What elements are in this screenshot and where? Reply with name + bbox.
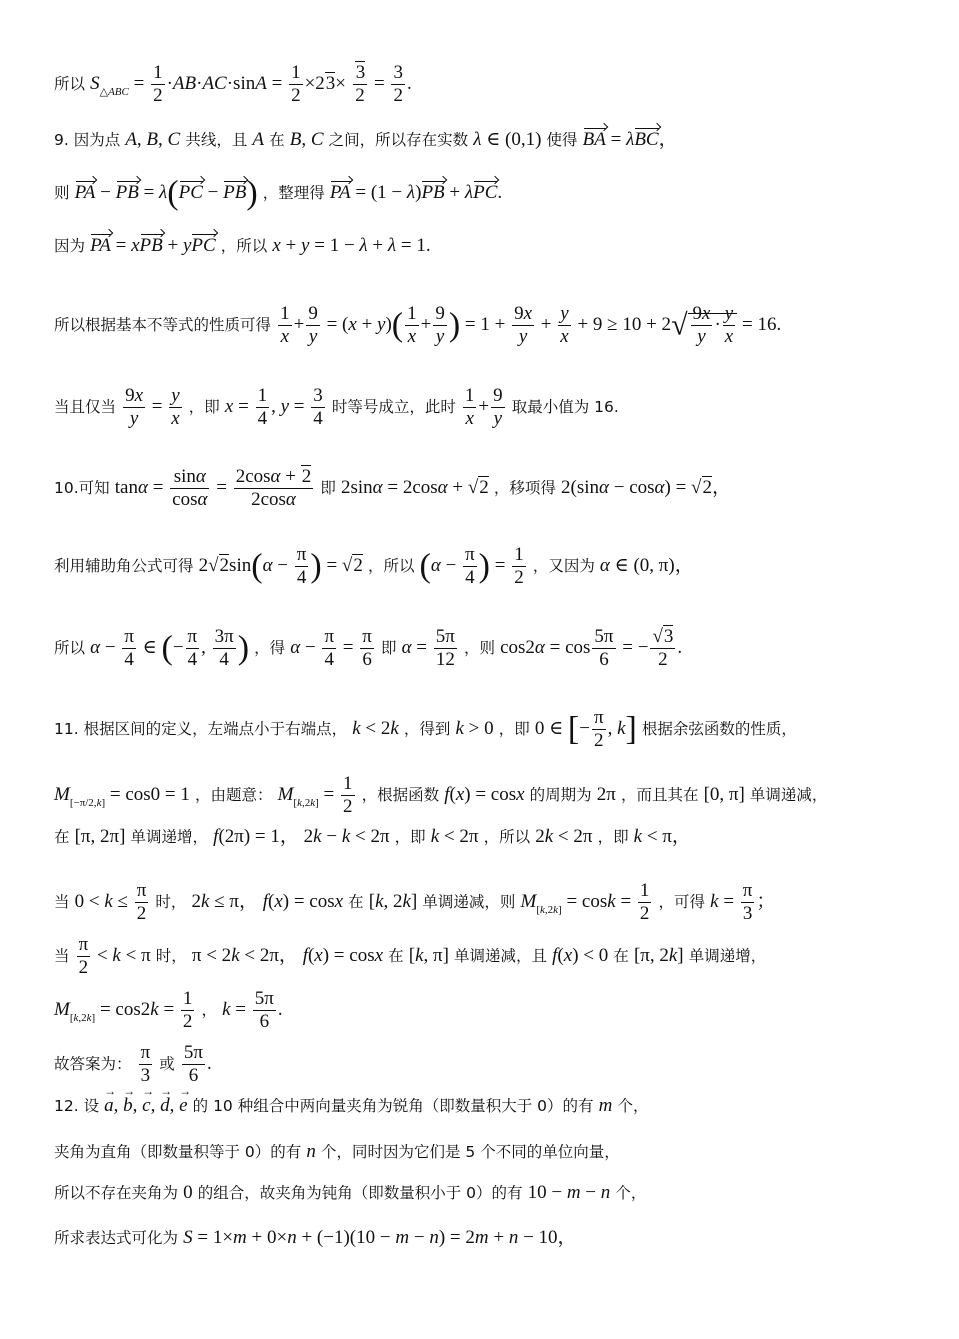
math: λ ∈ (0,1)	[473, 129, 542, 150]
text: ，所以	[483, 828, 531, 846]
text: 即	[380, 638, 397, 657]
line-18	[54, 1142, 620, 1162]
text: 单调递减，则	[422, 892, 516, 911]
text: 11. 根据区间的定义，左端点小于右端点，	[54, 719, 348, 738]
math: π < 2k < 2π， f(x) = cosx	[191, 944, 384, 966]
math: [π, 2π]	[74, 826, 126, 847]
text: 所求表达式可化为	[54, 1229, 179, 1247]
math: k < 2k	[352, 717, 399, 739]
text: ，即	[394, 828, 426, 846]
line-12	[54, 827, 691, 847]
text: 夹角为直角（即数量积等于 0）的有	[54, 1143, 302, 1161]
math: $M_{[k,2k]}$ = $\frac{1}{2}$	[277, 773, 353, 817]
text: ，得	[254, 638, 286, 657]
text: 在	[269, 131, 285, 149]
math: n	[306, 1141, 316, 1162]
text: 在	[613, 946, 629, 965]
line-20	[54, 1228, 577, 1248]
line-8	[54, 544, 694, 589]
text: 的周期为	[529, 785, 592, 804]
line-7	[54, 466, 731, 511]
text: ，所以	[220, 237, 268, 255]
math: $M_{[k,2k]} = \cos k$ = $\frac{1}{2}$	[520, 880, 650, 924]
line-3	[54, 174, 503, 212]
math: cos2α = cos $\frac{5\pi}{6}$ = − $\frac{√3}{2}$ .	[500, 626, 683, 670]
line-4	[54, 236, 431, 256]
math: k < π，	[633, 826, 691, 847]
math: f(x) = cosx	[444, 783, 525, 805]
math: $\frac{1}{x}$ + $\frac{9}{y}$	[464, 385, 503, 429]
math: x = $\frac{1}{4}$ , y = $\frac{3}{4}$	[224, 385, 323, 429]
text: ，所以	[367, 556, 415, 575]
text: 的组合，故夹角为钝角（即数量积小于 0）的有	[197, 1184, 523, 1202]
text: 使得	[546, 131, 578, 149]
text: 个，同时因为它们是 5 个不同的单位向量，	[320, 1143, 620, 1161]
math: PA = (1 − λ)PB + λPC.	[329, 182, 503, 203]
text: 单调递增，	[130, 828, 209, 846]
math: 2√2sin(α − $\frac{\pi}{4}$ ) = √2	[198, 544, 363, 588]
text: 当	[54, 892, 70, 911]
line-17	[54, 1096, 648, 1116]
math: tanα = $\frac{\sin\alpha}{\cos\alpha}$ = $\frac{2\cos\alpha + 2}{2\cos\alpha}$	[114, 466, 312, 510]
line-6	[54, 385, 619, 430]
text: ，整理得	[262, 184, 325, 202]
math: 0	[183, 1182, 193, 1203]
text: ，即	[498, 719, 530, 738]
text: 取最小值为 16.	[511, 397, 619, 416]
text: ，根据函数	[361, 785, 440, 804]
math: $\frac{\pi}{3}$	[140, 1042, 151, 1086]
line-13	[54, 880, 775, 925]
math: $M_{[k,2k]} = \cos 2k$ = $\frac{1}{2}$	[54, 988, 193, 1032]
math: 2k ≤ π， f(x) = cosx	[191, 890, 344, 912]
math: f(x) < 0	[552, 944, 609, 966]
text: 所以根据基本不等式的性质可得	[54, 315, 272, 334]
text: ，即	[188, 397, 220, 416]
math: 0 ∈ [− $\frac{\pi}{2}$ , k]	[534, 707, 637, 751]
text: 所以不存在夹角为	[54, 1184, 179, 1202]
math: (α − $\frac{\pi}{4}$ ) = $\frac{1}{2}$	[419, 544, 524, 588]
line-15	[54, 988, 283, 1033]
text: 所以	[54, 638, 86, 657]
math: 2(sinα − cosα) = √2，	[561, 476, 732, 498]
math: A, B, C	[125, 129, 181, 150]
math: [k, 2k]	[368, 890, 418, 912]
math: $\frac{\pi}{2}$ < k < π	[78, 934, 151, 978]
math: [0, π]	[703, 783, 745, 805]
text: 当	[54, 946, 70, 965]
math: PA = xPB + yPC	[90, 235, 216, 256]
math: $\frac{1}{x}$ + $\frac{9}{y}$ = (x + y)( $\frac{1}{x}$ + $\frac{9}{y}$ ) = 1 + $\frac{9x}{y}$ + $\frac{y}{x}$ + 9 ≥ 10 + 2√ $\frac{9x}{y}$ · $\frac{y}{x}$ = 16.	[280, 303, 782, 347]
text: 在	[54, 828, 70, 846]
text: 即	[320, 478, 336, 497]
text: 之间，所以存在实数	[328, 131, 469, 149]
math: S = 1×m + 0×n + (−1)(10 − m − n) = 2m + n − 10，	[183, 1227, 577, 1248]
text: 个，	[617, 1097, 649, 1115]
text: 时，	[155, 946, 187, 965]
math: a →, b →, c →, d →, e →	[104, 1095, 187, 1116]
math: B, C	[289, 129, 324, 150]
line-14	[54, 934, 766, 979]
line-10	[54, 707, 797, 752]
math: [k, π]	[408, 944, 449, 966]
text: ，可得	[658, 892, 706, 911]
math: PA − PB = λ(PC − PB)	[74, 174, 258, 212]
math: A	[252, 129, 265, 150]
math: α − $\frac{\pi}{4}$ = $\frac{\pi}{6}$	[290, 626, 372, 670]
math: [π, 2k]	[633, 944, 684, 966]
math: 10 − m − n	[527, 1182, 611, 1203]
text: 的 10 种组合中两向量夹角为锐角（即数量积大于 0）的有	[192, 1097, 594, 1115]
math: k < 2π	[430, 826, 479, 847]
math: k = $\frac{\pi}{3}$ ；	[710, 880, 776, 924]
math: BA = λBC，	[582, 129, 678, 150]
math: 2sinα = 2cosα + √2	[340, 476, 489, 498]
text: 10.可知	[54, 478, 110, 497]
line-5	[54, 303, 781, 348]
line-11	[54, 773, 827, 818]
text: 单调递增，	[688, 946, 767, 965]
math: α = $\frac{5\pi}{12}$	[401, 626, 455, 670]
text: 或	[159, 1054, 175, 1073]
math: 2k < 2π	[535, 826, 593, 847]
math: 2π	[596, 783, 616, 805]
math: m	[598, 1095, 613, 1116]
text: ，则	[463, 638, 495, 657]
text: 当且仅当	[54, 397, 117, 416]
line-1	[54, 62, 412, 107]
math: k = $\frac{5\pi}{6}$ .	[222, 988, 283, 1032]
line-2	[54, 130, 678, 150]
text: 时等号成立，此时	[331, 397, 456, 416]
text: 时，	[155, 892, 187, 911]
line-9	[54, 626, 682, 671]
math: α ∈ (0, π)，	[599, 554, 694, 576]
math: x + y = 1 − λ + λ = 1.	[272, 235, 431, 256]
formula-area: $S_{\triangle ABC}$ = $\frac{1}{2}$ ·AB·AC·sinA = $\frac{1}{2}$ ×23× $\frac{3}{2}$ = $\frac{3}{2}$ .	[90, 62, 412, 106]
math: 0 < k ≤ $\frac{\pi}{2}$	[74, 880, 147, 924]
text: 单调递减，且	[454, 946, 548, 965]
math: $\frac{5\pi}{6}$ .	[183, 1042, 212, 1086]
text: 根据余弦函数的性质，	[641, 719, 797, 738]
text: ，又因为	[532, 556, 595, 575]
text: ，	[201, 1000, 218, 1019]
math: α − $\frac{\pi}{4}$ ∈ (− $\frac{\pi}{4}$ , $\frac{3\pi}{4}$ )	[90, 626, 250, 670]
text: 9. 因为点	[54, 131, 121, 149]
text: ，而且其在	[620, 785, 699, 804]
text: ，得到	[403, 719, 451, 738]
text: 单调递减，	[749, 785, 828, 804]
text: 12. 设	[54, 1097, 100, 1115]
text: ，移项得	[493, 478, 556, 497]
text: 在	[348, 892, 364, 911]
text: ，即	[597, 828, 629, 846]
math: $\frac{9x}{y}$ = $\frac{y}{x}$	[125, 385, 180, 429]
math: $M_{[-\pi/2,k]} = \cos 0 = 1$	[54, 783, 190, 809]
text: ，由题意：	[194, 785, 273, 804]
line-19	[54, 1183, 646, 1203]
text: 个，	[615, 1184, 647, 1202]
text: 故答案为：	[54, 1054, 132, 1073]
text: 共线，且	[185, 131, 248, 149]
text: 在	[388, 946, 404, 965]
math: f(2π) = 1， 2k − k < 2π	[213, 826, 390, 847]
text: 所以	[54, 74, 86, 93]
text: 因为	[54, 237, 86, 255]
text: 利用辅助角公式可得	[54, 556, 194, 575]
math: k > 0	[455, 717, 494, 739]
text: 则	[54, 184, 70, 202]
